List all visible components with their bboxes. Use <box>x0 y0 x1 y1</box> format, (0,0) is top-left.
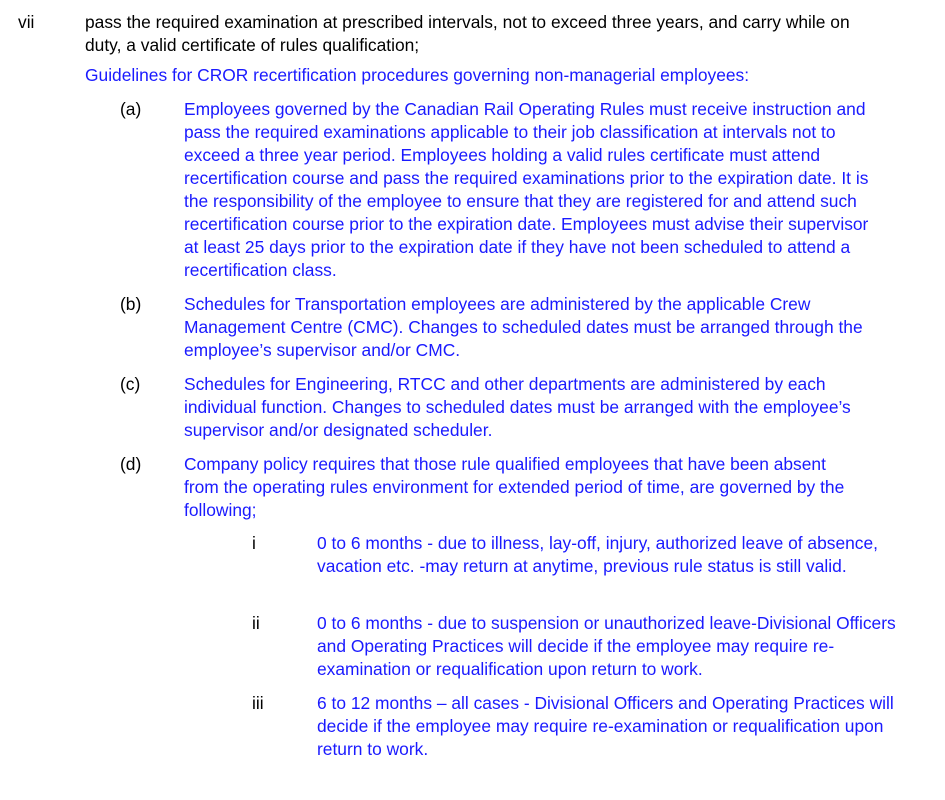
item-c-text: Schedules for Engineering, RTCC and other departments are administered by each individual function. Changes to scheduled dates must be arranged with the employee’s supervisor and/or designated scheduler. <box>184 374 851 440</box>
item-label-d: (d) <box>120 454 142 474</box>
sub-item-label-i: i <box>252 533 256 553</box>
item-d-text: Company policy requires that those rule qualified employees that have been absent from the operating rules environment for extended period of time, are governed by the following; <box>184 454 845 520</box>
item-label-a: (a) <box>120 99 142 119</box>
item-number-vii: vii <box>18 12 35 32</box>
item-label-c: (c) <box>120 374 141 394</box>
item-a-text: Employees governed by the Canadian Rail Operating Rules must receive instruction and pass the required examinations applicable to their job classification at intervals not to exceed a three year period. Employees holding a valid rules certificate must attend recertification course and pass the required examinations prior to the expiration date. It is the responsibility of the employee to ensure that they are registered for and attend such recertification course prior to the expiration date. Employees must advise their supervisor at least 25 days prior to the expiration date if they have not been scheduled to attend a recertification class. <box>184 99 869 280</box>
item-b-text: Schedules for Transportation employees are administered by the applicable Crew Management Centre (CMC). Changes to scheduled dates must be arranged through the employee’s supervisor and/or CMC. <box>184 294 863 360</box>
sub-item-iii-text: 6 to 12 months – all cases - Divisional Officers and Operating Practices will decide if the employee may require re-examination or requalification upon return to work. <box>317 693 894 759</box>
item-vii-text: pass the required examination at prescribed intervals, not to exceed three years, and carry while on duty, a valid certificate of rules qualification; <box>85 12 850 55</box>
sub-item-i-text: 0 to 6 months - due to illness, lay-off, injury, authorized leave of absence, vacation etc. -may return at anytime, previous rule status is still valid. <box>317 533 879 576</box>
sub-item-ii-text: 0 to 6 months - due to suspension or unauthorized leave-Divisional Officers and Operating Practices will decide if the employee may require re-examination or requalification upon return to work. <box>317 613 896 679</box>
sub-item-label-iii: iii <box>252 693 264 713</box>
guidelines-heading: Guidelines for CROR recertification procedures governing non-managerial employees: <box>85 65 750 85</box>
item-label-b: (b) <box>120 294 142 314</box>
sub-item-label-ii: ii <box>252 613 260 633</box>
